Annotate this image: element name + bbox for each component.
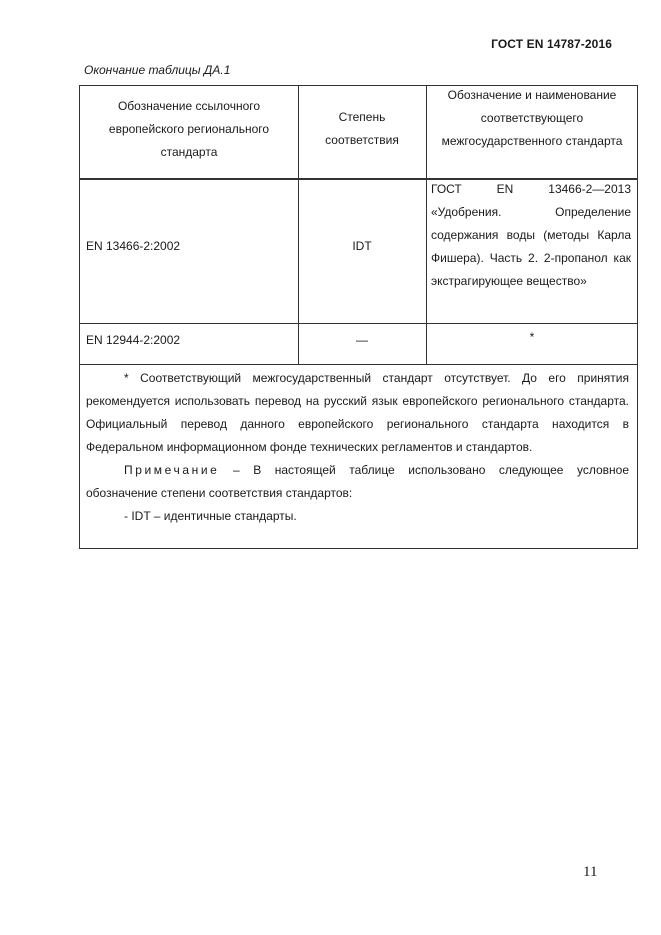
footnote-text: * Соответствующий межгосударственный стандарт отсутствует. До его принятия рекомендуется использовать перевод на русский язык европейского регионального стандарта. Официальный перевод данного европейского регионального стандарта находится в Федеральном информационном фонде технических регламентов и стандартов. <box>86 371 629 454</box>
column-divider-1 <box>298 86 299 364</box>
column-header-interstate: Обозначение и наименование соответствующего межгосударственного стандарта <box>441 88 623 148</box>
correspondence-table <box>79 85 638 549</box>
column-header-degree: Степень соответствия <box>325 110 399 147</box>
note-text: – В настоящей таблице использовано следующее условное обозначение степени соответствия стандартов: <box>86 463 629 500</box>
note-label: Примечание <box>124 463 220 477</box>
row-1-degree: IDT <box>352 239 372 253</box>
row-1-interstate: ГОСТ EN 13466-2—2013 «Удобрения. Определение содержания воды (методы Карла Фишера). Часть 2. 2-пропанол как экстрагирующее вещество» <box>431 182 631 288</box>
column-divider-2 <box>426 86 427 364</box>
column-header-reference: Обозначение ссылочного европейского регионального стандарта <box>108 99 270 159</box>
row-divider <box>80 323 637 324</box>
row-2-reference: EN 12944-2:2002 <box>86 333 181 347</box>
table-caption: Окончание таблицы ДА.1 <box>84 63 231 77</box>
table-footnote <box>86 367 629 528</box>
legend-text: - IDT – идентичные стандарты. <box>124 509 297 523</box>
footnote-divider <box>80 364 637 365</box>
row-2-interstate: * <box>529 330 535 344</box>
note-paragraph <box>86 459 629 505</box>
document-standard-code: ГОСТ EN 14787-2016 <box>491 37 612 51</box>
page-number: 11 <box>583 864 598 880</box>
row-2-degree: — <box>356 333 368 347</box>
row-1-reference: EN 13466-2:2002 <box>86 239 181 253</box>
